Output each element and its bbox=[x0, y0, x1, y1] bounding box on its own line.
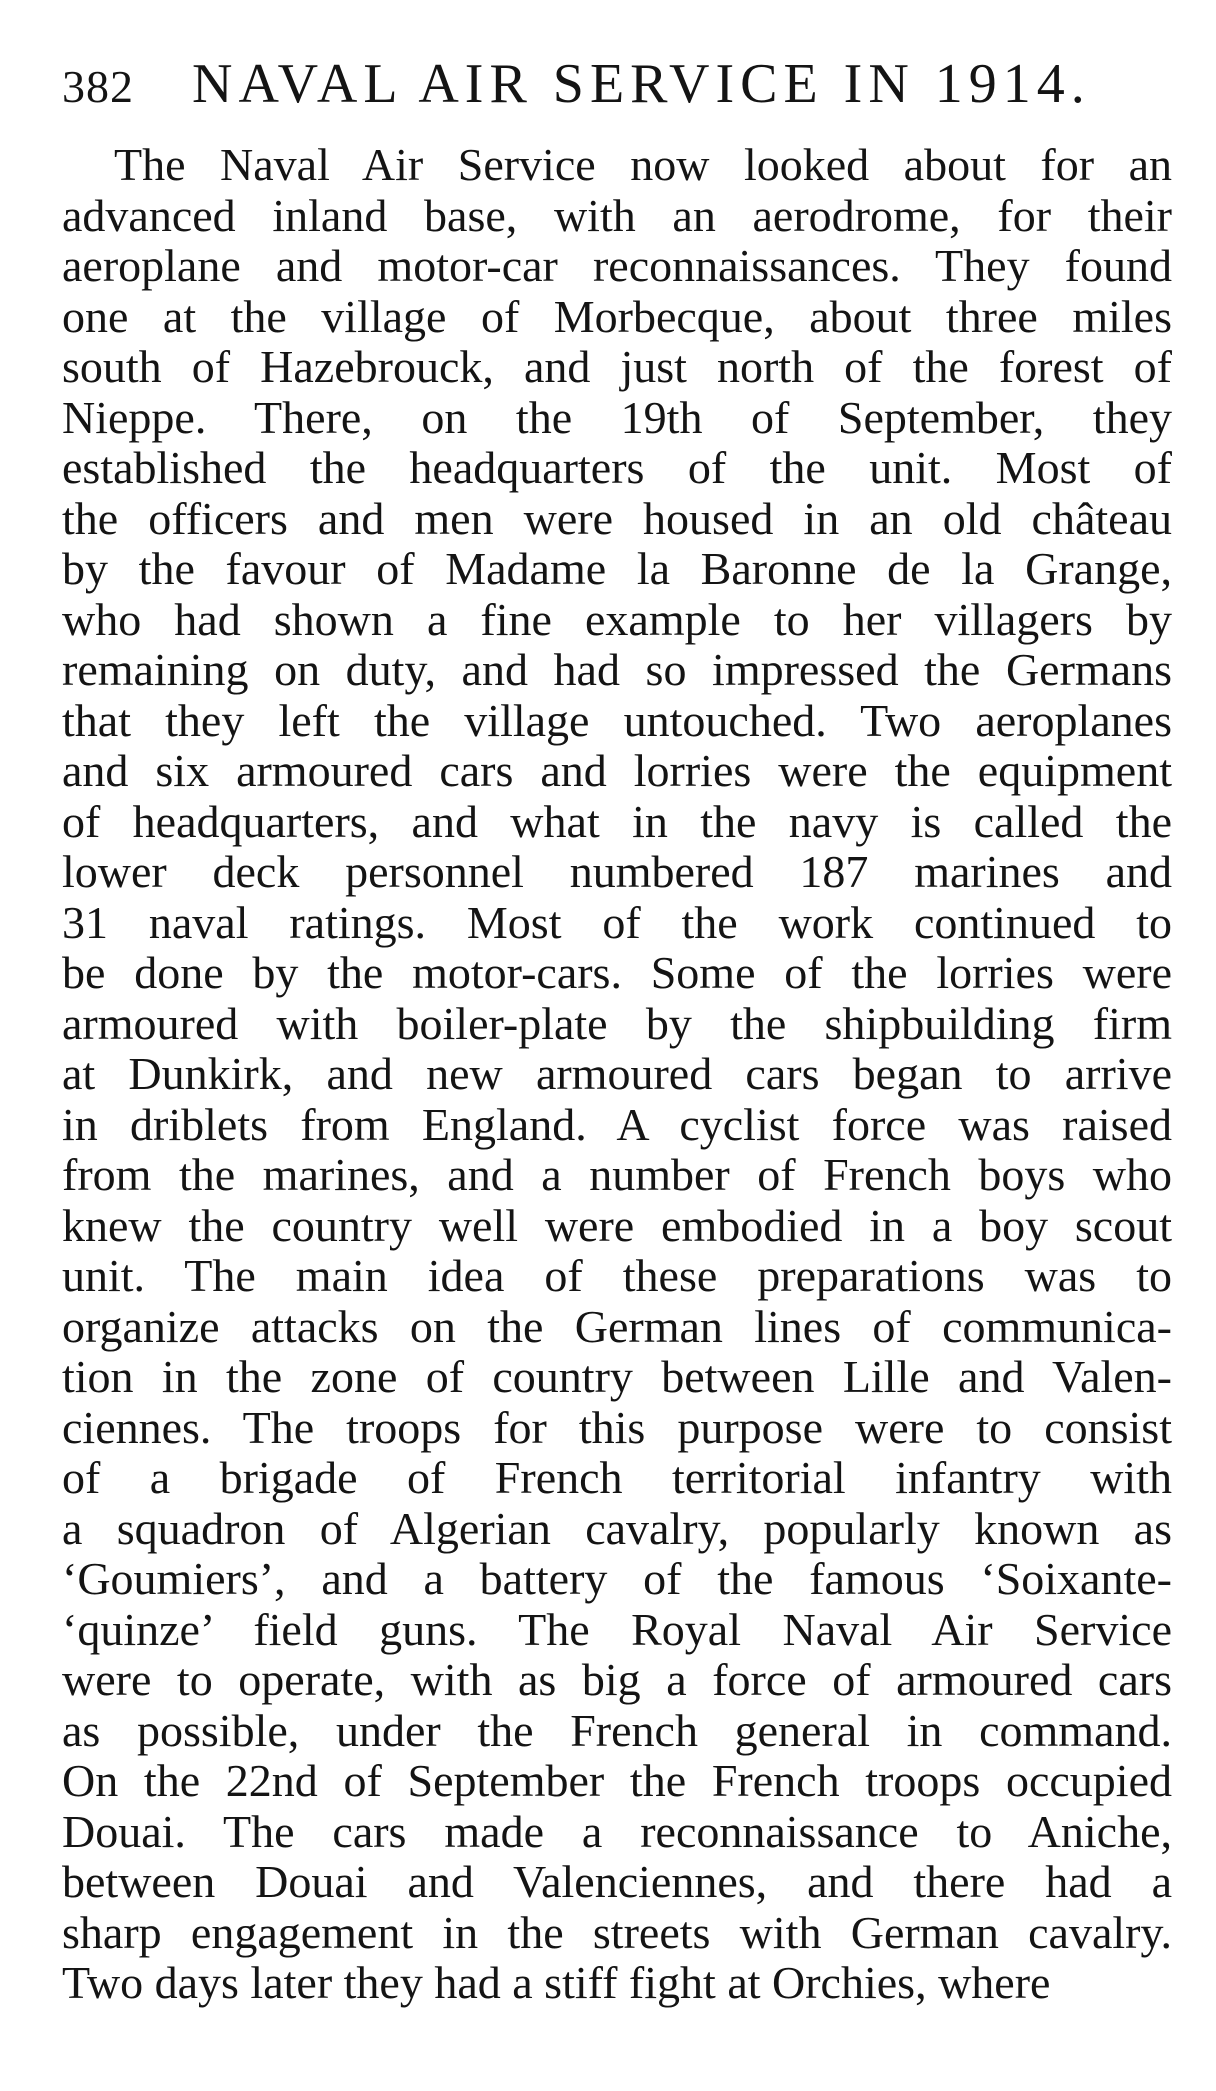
text-line: between Douai and Valenciennes, and there had a bbox=[62, 1856, 1172, 1907]
text-line: lower deck personnel numbered 187 marines and bbox=[62, 846, 1172, 897]
text-line: Two days later they had a stiff fight at Orchies, where bbox=[62, 1957, 1051, 2008]
text-line: 31 naval ratings. Most of the work continued to bbox=[62, 896, 1172, 948]
text-line: south of Hazebrouck, and just north of the forest of bbox=[62, 341, 1172, 392]
text-line: remaining on duty, and had so impressed the Germans bbox=[62, 644, 1172, 695]
text-line: a squadron of Algerian cavalry, popularly known as bbox=[62, 1502, 1172, 1554]
text-line: The Naval Air Service now looked about for an bbox=[114, 139, 1172, 190]
text-line: knew the country well were embodied in a boy scout bbox=[62, 1199, 1172, 1251]
text-line: sharp engagement in the streets with German cavalry. bbox=[62, 1906, 1172, 1958]
text-line: unit. The main idea of these preparations was to bbox=[62, 1250, 1172, 1301]
text-line: established the headquarters of the unit. Most of bbox=[62, 442, 1172, 493]
text-line: armoured with boiler-plate by the shipbuilding firm bbox=[62, 997, 1172, 1049]
text-line: and six armoured cars and lorries were the equipment bbox=[62, 745, 1172, 796]
text-line: in driblets from England. A cyclist force was raised bbox=[62, 1098, 1172, 1150]
text-line: be done by the motor-cars. Some of the lorries were bbox=[62, 947, 1172, 998]
page-number: 382 bbox=[62, 61, 134, 112]
running-title: NAVAL AIR SERVICE IN 1914. bbox=[192, 53, 1091, 115]
text-line: advanced inland base, with an aerodrome, for their bbox=[62, 189, 1172, 241]
body-paragraph bbox=[62, 140, 1172, 2009]
text-line: were to operate, with as big a force of armoured cars bbox=[62, 1654, 1172, 1705]
text-line: by the favour of Madame la Baronne de la Grange, bbox=[62, 543, 1172, 594]
text-line: aeroplane and motor-car reconnaissances. They found bbox=[62, 240, 1172, 291]
text-line: On the 22nd of September the French troops occupied bbox=[62, 1755, 1172, 1806]
text-line: ‘quinze’ field guns. The Royal Naval Air Service bbox=[62, 1603, 1172, 1655]
text-line: Nieppe. There, on the 19th of September, they bbox=[62, 391, 1172, 443]
text-line: tion in the zone of country between Lille and Valen- bbox=[62, 1351, 1172, 1402]
text-line: the officers and men were housed in an old château bbox=[62, 492, 1172, 544]
text-line: of headquarters, and what in the navy is called the bbox=[62, 795, 1172, 847]
text-line: ‘Goumiers’, and a battery of the famous ‘Soixante- bbox=[62, 1553, 1172, 1604]
text-line: Douai. The cars made a reconnaissance to Aniche, bbox=[62, 1805, 1172, 1857]
text-line: at Dunkirk, and new armoured cars began to arrive bbox=[62, 1048, 1172, 1099]
text-line: one at the village of Morbecque, about three miles bbox=[62, 290, 1172, 342]
text-line: organize attacks on the German lines of communica- bbox=[62, 1300, 1172, 1352]
page-header bbox=[62, 52, 1172, 122]
text-line: as possible, under the French general in command. bbox=[62, 1704, 1172, 1756]
text-line: from the marines, and a number of French boys who bbox=[62, 1149, 1172, 1200]
text-line: who had shown a fine example to her villagers by bbox=[62, 593, 1172, 645]
text-line: of a brigade of French territorial infantry with bbox=[62, 1452, 1172, 1503]
text-line: ciennes. The troops for this purpose were to consist bbox=[62, 1401, 1172, 1453]
text-line: that they left the village untouched. Two aeroplanes bbox=[62, 694, 1172, 746]
